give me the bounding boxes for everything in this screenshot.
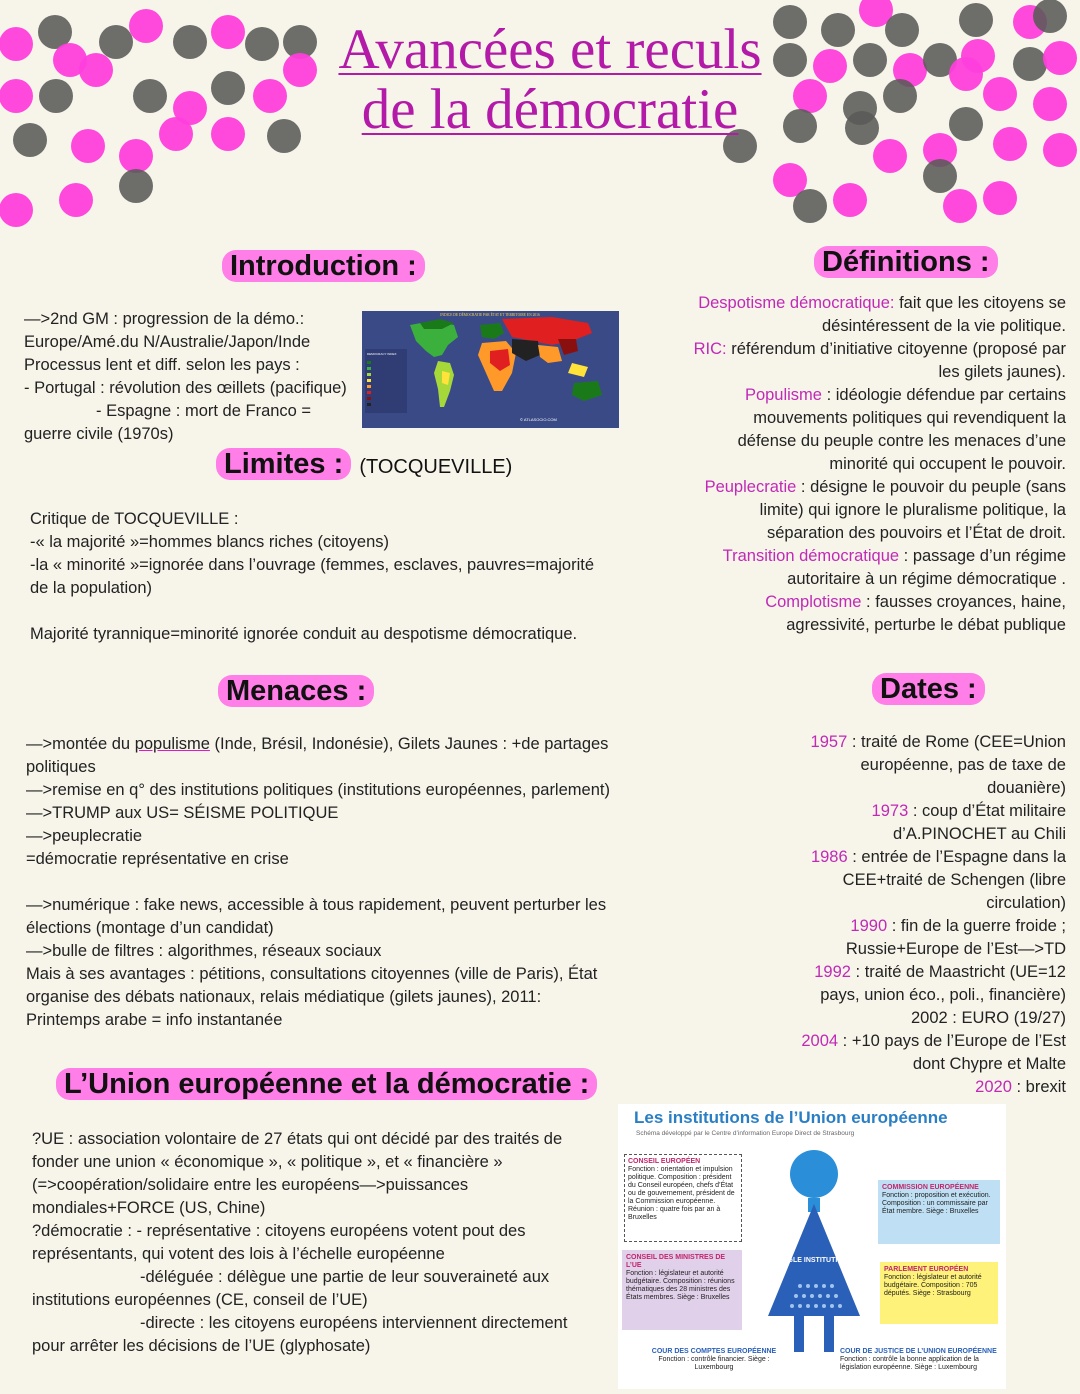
decorative-dot bbox=[793, 189, 827, 223]
decorative-dot bbox=[173, 25, 207, 59]
date-item: 2004 : +10 pays de l’Europe de l’Est dont Chypre et Malte bbox=[801, 1032, 1066, 1073]
decorative-dot bbox=[959, 3, 993, 37]
decorative-dot bbox=[159, 117, 193, 151]
conseil-europeen-box: CONSEIL EUROPÉEN Fonction : orientation et impulsion politique. Composition : président du Conseil européen, chefs d’État ou de gouvernement, président de la Commission européenne. Réunion : quatre fois par an à Bruxelles bbox=[624, 1154, 742, 1242]
ue-heading: L’Union européenne et la démocratie : bbox=[56, 1068, 597, 1101]
date-item: 1990 : fin de la guerre froide ; Russie+Europe de l’Est—>TD bbox=[845, 917, 1066, 958]
dates-heading: Dates : bbox=[872, 673, 985, 706]
decorative-dot bbox=[267, 119, 301, 153]
decorative-dot bbox=[211, 117, 245, 151]
decorative-dot bbox=[885, 13, 919, 47]
decorative-dot bbox=[13, 123, 47, 157]
limites-text: Critique de TOCQUEVILLE : -« la majorité »=hommes blancs riches (citoyens) -la « minorité »=ignorée dans l’ouvrage (femmes, esclaves, pauvres=majorité de la population) Majorité tyrannique=minorité ignorée conduit au despotisme démocratique. bbox=[30, 510, 595, 643]
limites-heading: Limites : (TOCQUEVILLE) bbox=[216, 448, 512, 481]
menaces-text: —>montée du populisme (Inde, Brésil, Indonésie), Gilets Jaunes : +de partages politiques —>remise en q° des institutions politiques (institutions européennes, parlement) —>TRUMP aux US= SÉISME POLITIQUE —>peuplecratie =démocratie représentative en crise —>numérique : fake news, accessible à tous rapidement, peuvent perturber les élections (montage d’un candidat) —>bulle de filtres : algorithmes, réseaux sociaux Mais à ses avantages : pétitions, consultations citoyennes (ville de Paris), État organise des débats nationaux, relais médiatique (gilets jaunes), 2011: Printemps arabe = info instantanée bbox=[26, 735, 610, 1029]
title-line-2: de la démocratie bbox=[361, 78, 739, 141]
decorative-dot bbox=[821, 13, 855, 47]
decorative-dot bbox=[1033, 0, 1067, 33]
decorative-dot bbox=[99, 25, 133, 59]
democracy-world-map bbox=[362, 311, 619, 428]
title-line-1: Avancées et reculs bbox=[338, 18, 762, 81]
svg-text:© ATLASOCIO.COM: © ATLASOCIO.COM bbox=[520, 417, 557, 422]
definition-item: Despotisme démocratique: fait que les citoyens se désintéressent de la vie politique. bbox=[698, 294, 1066, 335]
decorative-dot bbox=[211, 15, 245, 49]
decorative-dot bbox=[129, 9, 163, 43]
decorative-dot bbox=[1043, 133, 1077, 167]
definition-item: Peuplecratie : désigne le pouvoir du peuple (sans limite) qui ignore le pluralisme politique, la séparation des pouvoirs et l’État de droit. bbox=[704, 478, 1066, 542]
svg-text:INDICE DE DÉMOCRATIE PAR ÉTAT: INDICE DE DÉMOCRATIE PAR ÉTAT ET TERRITOIRE EN 2016 bbox=[440, 313, 540, 317]
decorative-dot bbox=[949, 107, 983, 141]
date-item: 1986 : entrée de l’Espagne dans la CEE+traité de Schengen (libre circulation) bbox=[810, 848, 1066, 912]
infographic-title: Les institutions de l’Union européenne bbox=[634, 1108, 948, 1127]
decorative-dot bbox=[993, 127, 1027, 161]
decorative-dot bbox=[0, 193, 33, 227]
decorative-dot bbox=[883, 79, 917, 113]
page-title bbox=[300, 20, 800, 140]
definition-item: Populisme : idéologie défendue par certains mouvements politiques qui revendiquent la défense du peuple contre les menaces d’une minorité qui occupent le pouvoir. bbox=[737, 386, 1066, 473]
decorative-dot bbox=[245, 27, 279, 61]
decorative-dot bbox=[253, 79, 287, 113]
decorative-dot bbox=[853, 43, 887, 77]
decorative-dot bbox=[873, 139, 907, 173]
date-item: 1957 : traité de Rome (CEE=Union européenne, pas de taxe de douanière) bbox=[810, 733, 1066, 797]
decorative-dot bbox=[0, 27, 33, 61]
decorative-dot bbox=[39, 79, 73, 113]
decorative-dot bbox=[943, 189, 977, 223]
decorative-dot bbox=[845, 111, 879, 145]
eu-institutions-infographic bbox=[618, 1104, 1006, 1389]
decorative-dot bbox=[119, 139, 153, 173]
definition-item: Transition démocratique : passage d’un régime autoritaire à un régime démocratique . bbox=[722, 547, 1066, 588]
dates-text bbox=[700, 731, 1066, 1099]
infographic-subtitle: Schéma développé par le Centre d’information Europe Direct de Strasbourg bbox=[636, 1130, 855, 1137]
definitions-heading: Définitions : bbox=[814, 246, 998, 279]
decorative-dot bbox=[211, 71, 245, 105]
decorative-dot bbox=[71, 129, 105, 163]
date-item: 1992 : traité de Maastricht (UE=12 pays, union éco., poli., financière) 2002 : EURO (19/27) bbox=[814, 963, 1066, 1027]
parlement-box: PARLEMENT EUROPÉEN Fonction : législateur et autorité budgétaire. Composition : 705 députés. Siège : Strasbourg bbox=[880, 1262, 998, 1324]
commission-box: COMMISSION EUROPÉENNE Fonction : proposition et exécution. Composition : un commissaire par État membre. Siège : Bruxelles bbox=[878, 1180, 1000, 1244]
introduction-heading: Introduction : bbox=[222, 250, 425, 283]
decorative-dot bbox=[833, 183, 867, 217]
decorative-dot bbox=[79, 53, 113, 87]
definitions-text bbox=[660, 292, 1066, 637]
conseil-ministres-box: CONSEIL DES MINISTRES DE L’UE Fonction : législateur et autorité budgétaire. Composition : réunions thématiques des 28 ministres des États membres. Siège : Bruxelles bbox=[622, 1250, 742, 1330]
decorative-dot bbox=[0, 79, 33, 113]
decorative-dot bbox=[1013, 47, 1047, 81]
date-item: 1973 : coup d’État militaire d’A.PINOCHET au Chili bbox=[871, 802, 1066, 843]
introduction-text: —>2nd GM : progression de la démo.: Europe/Amé.du N/Australie/Japon/Inde Processus lent et diff. selon les pays : - Portugal : révolution des œillets (pacifique) - Espagne : mort de Franco = guerre civile (1970s) bbox=[24, 310, 347, 443]
cour-justice-box: COUR DE JUSTICE DE L’UNION EUROPÉENNE Fonction : contrôle la bonne application de la législation européenne. Siège : Luxembourg bbox=[840, 1348, 997, 1371]
decorative-dot bbox=[813, 49, 847, 83]
decorative-dot bbox=[59, 183, 93, 217]
ue-text: ?UE : association volontaire de 27 états qui ont décidé par des traités de fonder une union « économique », « politique », et « financière » (=>coopération/solidaire entre les européens—>puissances mondiales+FORCE (US, Chine) ?démocratie : - représentative : citoyens européens votent pout des représentants, qui votent des lois à l’échelle européenne -déléguée : délègue une partie de leur souveraineté aux institutions européennes (CE, conseil de l’UE) -directe : les citoyens européens interviennent directement pour arrêter les décisions de l’UE (glyphosate) bbox=[32, 1130, 568, 1355]
svg-text:TRIANGLE INSTITUTIONNEL: TRIANGLE INSTITUTIONNEL bbox=[766, 1257, 862, 1264]
decorative-dot bbox=[983, 77, 1017, 111]
decorative-dot bbox=[1043, 41, 1077, 75]
decorative-dot bbox=[133, 79, 167, 113]
decorative-dot bbox=[949, 57, 983, 91]
decorative-dot bbox=[1033, 87, 1067, 121]
decorative-dot bbox=[119, 169, 153, 203]
cour-comptes-box: COUR DES COMPTES EUROPÉENNE Fonction : contrôle financier. Siège : Luxembourg bbox=[651, 1348, 777, 1371]
triangle-person-figure bbox=[754, 1148, 874, 1352]
definition-item: Complotisme : fausses croyances, haine, agressivité, perturbe le débat publique bbox=[765, 593, 1066, 634]
date-item: 2020 : brexit bbox=[975, 1078, 1066, 1096]
menaces-heading: Menaces : bbox=[218, 675, 374, 708]
svg-text:DEMOCRACY INDEX: DEMOCRACY INDEX bbox=[367, 352, 397, 356]
decorative-dot bbox=[923, 159, 957, 193]
decorative-dot bbox=[983, 181, 1017, 215]
definition-item: RIC: référendum d’initiative citoyenne (proposé par les gilets jaunes). bbox=[693, 340, 1066, 381]
